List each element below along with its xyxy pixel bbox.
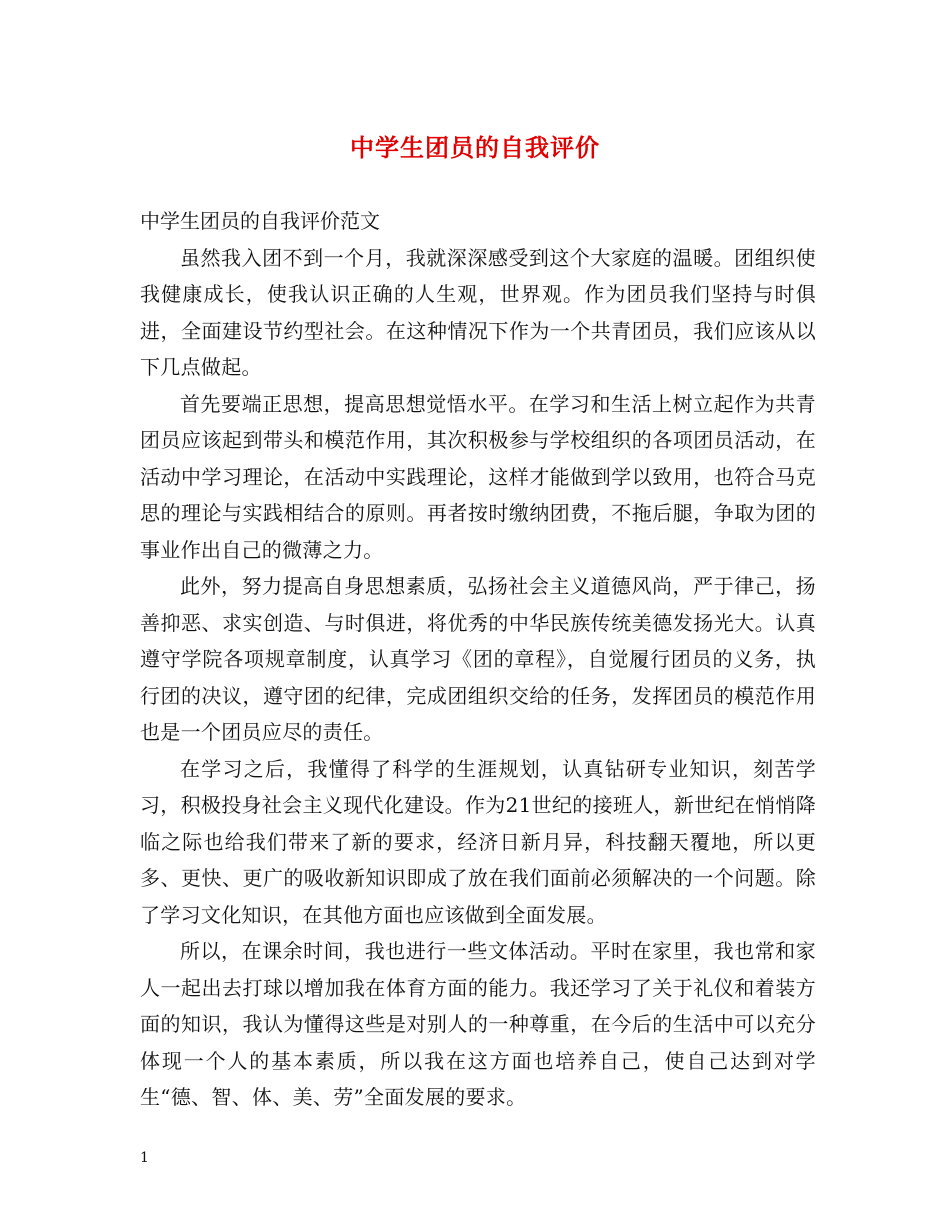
paragraph-1: 虽然我入团不到一个月，我就深深感受到这个大家庭的温暖。团组织使我健康成长，使我认识正确的人生观，世界观。作为团员我们坚持与时俱进，全面建设节约型社会。在这种情况下作为一个共青团员，我们应该从以下几点做起。 xyxy=(140,245,816,379)
paragraph-5: 所以，在课余时间，我也进行一些文体活动。平时在家里，我也常和家人一起出去打球以增加我在体育方面的能力。我还学习了关于礼仪和着装方面的知识，我认为懂得这些是对别人的一种尊重，在今后的生活中可以充分体现一个人的基本素质，所以我在这方面也培养自己，使自己达到对学生“德、智、体、美、劳”全面发展的要求。 xyxy=(140,939,816,1109)
document-title: 中学生团员的自我评价 xyxy=(350,133,600,162)
paragraph-4: 在学习之后，我懂得了科学的生涯规划，认真钻研专业知识，刻苦学习，积极投身社会主义现代化建设。作为21世纪的接班人，新世纪在悄悄降临之际也给我们带来了新的要求，经济日新月异，科技翻天覆地，所以更多、更快、更广的吸收新知识即成了放在我们面前必须解决的一个问题。除了学习文化知识，在其他方面也应该做到全面发展。 xyxy=(140,756,816,927)
paragraph-3: 此外，努力提高自身思想素质，弘扬社会主义道德风尚，严于律己，扬善抑恶、求实创造、与时俱进，将优秀的中华民族传统美德发扬光大。认真遵守学院各项规章制度，认真学习《团的章程》，自觉履行团员的义务，执行团的决议，遵守团的纪律，完成团组织交给的任务，发挥团员的模范作用也是一个团员应尽的责任。 xyxy=(140,574,816,744)
paragraph-2: 首先要端正思想，提高思想觉悟水平。在学习和生活上树立起作为共青团员应该起到带头和模范作用，其次积极参与学校组织的各项团员活动，在活动中学习理论，在活动中实践理论，这样才能做到学以致用，也符合马克思的理论与实践相结合的原则。再者按时缴纳团费，不拖后腿，争取为团的事业作出自己的微薄之力。 xyxy=(140,391,816,562)
page-number: 1 xyxy=(140,1150,149,1166)
document-body xyxy=(140,203,816,1116)
document-subtitle: 中学生团员的自我评价范文 xyxy=(140,209,380,233)
